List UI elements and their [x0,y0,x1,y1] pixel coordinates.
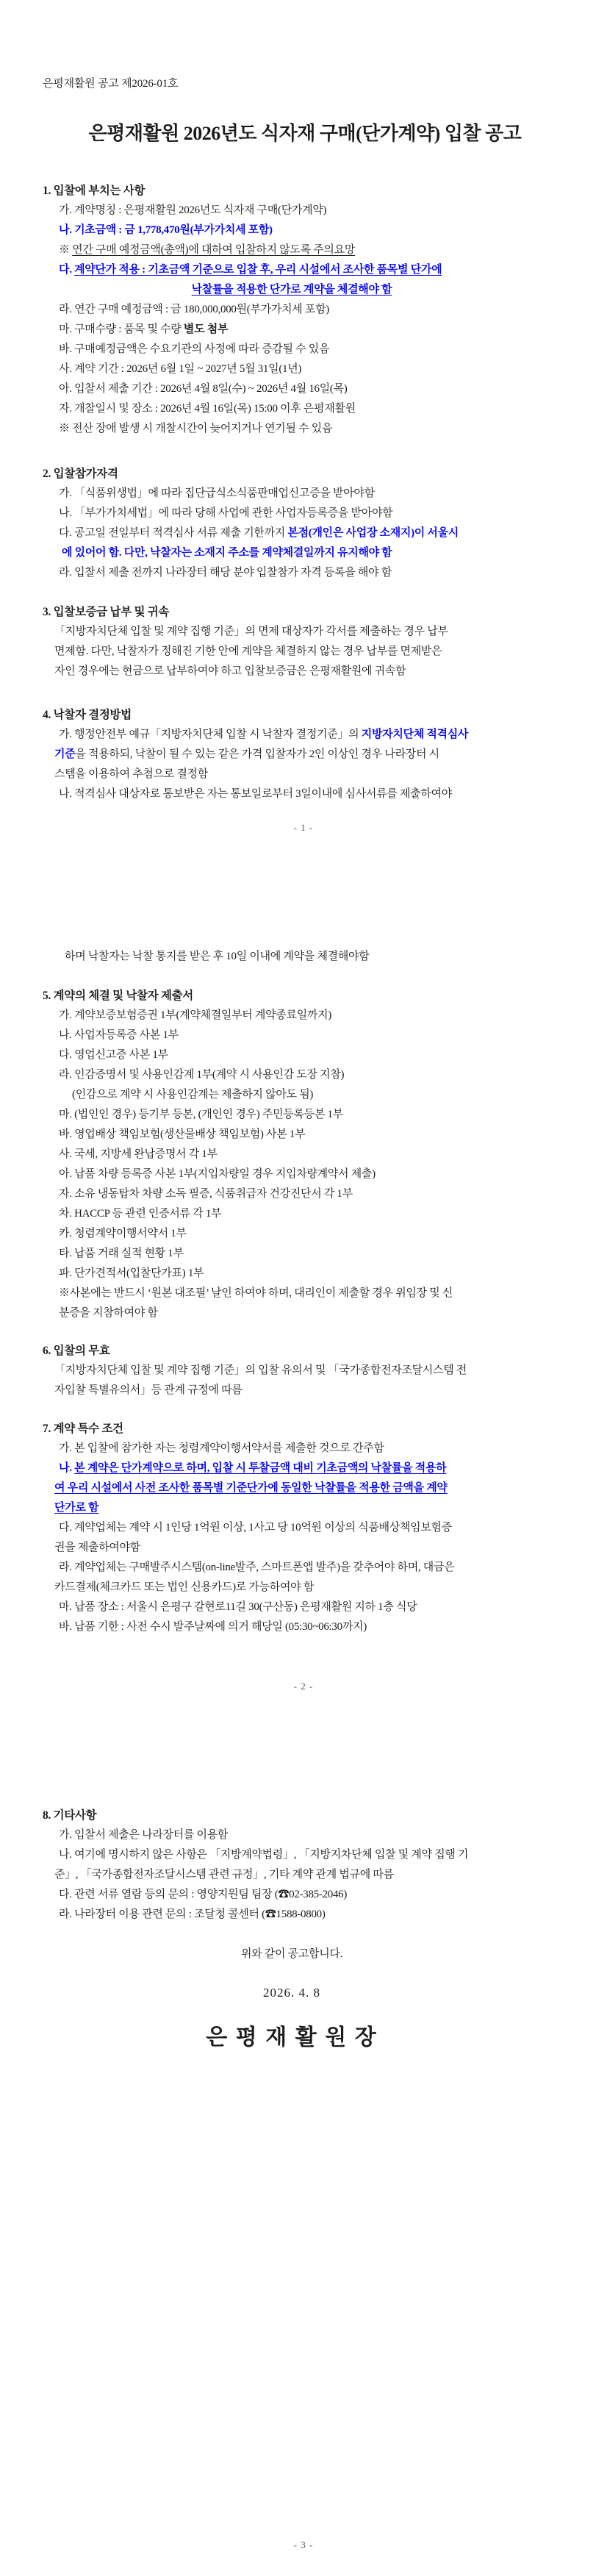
text-segment: 지방자치단체 적격심사 [361,729,469,740]
text-segment: 마. (법인인 경우) 등기부 등본, (개인인 경우) 주민등록등본 1부 [59,1109,343,1120]
doc-line [43,1164,567,1184]
doc-line [43,221,567,240]
doc-line [43,1204,567,1224]
text-segment: 아. 입찰서 제출 기간 : 2026년 4월 8일(수) ~ 2026년 4월 16일(목) [59,383,348,395]
text-segment: 아. 납품 차량 등록증 사본 1부(지입차량일 경우 지입차량계약서 제출) [59,1168,376,1180]
doc-line [43,1885,567,1905]
doc-line [43,725,567,745]
doc-line [43,399,567,419]
text-segment: 마. 구매수량 : 품목 및 수량 [59,323,184,335]
text-segment: 나. 적격심사 대상자로 통보받은 자는 통보일로부터 3일이내에 심사서류를 제출하여야 [59,788,452,800]
doc-line [43,300,567,320]
text-segment: 6. 입찰의 무효 [43,1345,110,1357]
announcement-date [43,1983,567,2003]
doc-line [43,1617,567,1637]
text-segment: 「지방자치단체 입찰 및 계약 집행 기준」의 입찰 유의서 및 「국가종합전자조달시스템 전 [54,1364,467,1376]
doc-line [43,1478,567,1498]
doc-line [43,745,567,765]
doc-line [43,201,567,221]
text-segment: ※ 전산 장애 발생 시 개찰시간이 늦어지거나 연기될 수 있음 [59,423,333,434]
signature-title [43,2023,567,2053]
text-segment: 별도 첨부 [183,323,229,335]
text-segment: 은평재활원 2026년도 식자재 구매(단가계약) 입찰 공고 [88,123,522,144]
text-segment: 가. 계약명칭 : 은평재활원 2026년도 식자재 구매(단가계약) [59,204,327,216]
doc-line [43,1598,567,1617]
text-segment: 다. [59,264,75,276]
text-segment: 파. 단가견적서(입찰단가표) 1부 [59,1267,204,1279]
text-segment: 라. 입찰서 제출 전까지 나라장터 해당 분야 입찰참가 자격 등록을 해야 함 [59,567,392,579]
text-segment: 가. 계약보증보험증권 1부(계약체결일부터 계약종료일까지) [59,1009,331,1021]
text-segment: 사. 국세, 지방세 완납증명서 각 1부 [59,1148,218,1160]
section-heading [43,1341,567,1361]
doc-line [43,662,567,681]
doc-line [43,1026,567,1045]
doc-line [43,543,567,563]
text-segment: 은평재활원 공고 제2026-01호 [43,78,179,90]
text-segment: 은 평 재 활 원 장 [206,2025,378,2050]
doc-line [43,260,567,280]
doc-line [43,1145,567,1164]
text-segment: 다. 계약업체는 계약 시 1인당 1억원 이상, 1사고 당 10억원 이상의 식품배상책임보험증 [59,1522,452,1534]
document-page [0,1717,607,2576]
doc-line [43,1518,567,1538]
text-segment: 타. 납품 거래 실적 현황 1부 [59,1248,184,1259]
text-segment: 자인 경우에는 현금으로 납부하여야 하고 입찰보증금은 은평재활원에 귀속함 [54,665,406,677]
text-segment: 바. 구매예정금액은 수요기관의 사정에 따라 증감될 수 있음 [59,343,330,355]
doc-line [43,419,567,439]
text-segment: 을 적용하되, 낙찰이 될 수 있는 같은 가격 입찰자가 2인 이상인 경우 나라장터 시 [75,748,439,760]
text-segment: 2026. 4. 8 [263,1986,320,2000]
doc-line [43,1825,567,1845]
doc-line [43,1125,567,1145]
doc-line [43,1224,567,1244]
doc-line [43,1578,567,1598]
text-segment: 마. 납품 장소 : 서울시 은평구 갈현로11길 30(구산동) 은평재활원 지하 1층 식당 [59,1601,417,1613]
text-segment: 가. 행정안전부 예규「지방자치단체 입찰 시 낙찰자 결정기준」의 [59,729,362,740]
text-segment: 「지방자치단체 입찰 및 계약 집행 기준」의 면제 대상자가 각서를 제출하는 경우 납부 [54,626,448,637]
text-segment: 4. 낙찰자 결정방법 [43,709,132,721]
text-segment: 2. 입찰참가자격 [43,468,118,480]
text-segment: 자입찰 특별유의서」등 관계 규정에 따름 [54,1384,243,1396]
doc-line [43,1905,567,1925]
section-heading [43,602,567,622]
text-segment: 여 우리 시설에서 사전 조사한 품목별 기준단가에 동일한 낙찰률을 적용한 금액을 계약 [54,1482,448,1494]
doc-line [43,340,567,359]
doc-line [43,240,567,260]
doc-line [43,622,567,642]
closing-statement [43,1944,567,1964]
doc-line [43,523,567,543]
text-segment: 낙찰률을 적용한 단가로 계약을 체결해야 함 [191,284,392,296]
text-segment: 라. 나라장터 이용 관련 문의 : 조달청 콜센터 (☎1588-0800) [59,1908,326,1920]
doc-line [43,379,567,399]
doc-line [43,1303,567,1323]
doc-line [43,1085,567,1105]
doc-line [43,1558,567,1578]
text-segment: 카. 청렴계약이행서약서 1부 [59,1228,187,1239]
doc-line [43,1244,567,1264]
page-number: - 1 - [293,822,314,833]
text-segment: 가. 「식품위생법」에 따라 집단급식소식품판매업신고증을 받아야함 [59,487,375,499]
text-segment: 나. 기초금액 : 금 1,778,470원(부가가치세 포함) [59,224,273,236]
doc-line [43,1381,567,1400]
text-segment: 위와 같이 공고합니다. [240,1948,343,1960]
page-number: - 3 - [293,2539,314,2550]
doc-line [43,1361,567,1381]
doc-line [43,1459,567,1478]
text-segment: 기준 [54,748,76,760]
text-segment: 나. [59,1462,75,1474]
text-segment: 분증을 지참하여야 함 [59,1307,158,1319]
text-segment: (인감으로 계약 시 사용인감계는 제출하지 않아도 됨) [72,1089,314,1101]
text-segment: 사. 계약 기간 : 2026년 6월 1일 ~ 2027년 5월 31일(1년) [59,363,302,375]
doc-line [43,1538,567,1558]
doc-line [43,784,567,804]
doc-line [43,504,567,523]
text-segment: 준」, 「국가종합전자조달시스템 관련 규정」, 기타 계약 관계 법규에 따름 [54,1869,394,1881]
text-segment: 8. 기타사항 [43,1809,97,1822]
page-number: - 2 - [293,1681,314,1692]
doc-line [43,947,567,967]
doc-line [43,1264,567,1284]
notice-number [43,76,567,91]
section-heading [43,181,567,201]
section-heading [43,1806,567,1825]
text-segment: 나. 사업자등록증 사본 1부 [59,1029,179,1041]
text-segment: 다. 관련 서류 열람 등의 문의 : 영양지원팀 팀장 (☎02-385-2046) [59,1889,348,1900]
doc-line [43,280,567,300]
doc-line [43,1498,567,1518]
text-segment: 나. 「부가가치세법」에 따라 당해 사업에 관한 사업자등록증을 받아야함 [59,507,393,519]
section-heading [43,705,567,725]
text-segment: 다. 공고일 전일부터 적격심사 서류 제출 기한까지 [59,527,288,539]
doc-line [43,642,567,662]
text-segment: 권을 제출하여야함 [54,1542,140,1553]
text-segment: 가. 본 입찰에 참가한 자는 청렴계약이행서약서를 제출한 것으로 간주함 [59,1442,384,1454]
document-page [0,859,607,1717]
document-page [0,0,607,859]
text-segment: 라. 연간 구매 예정금액 : 금 180,000,000원(부가가치세 포함) [59,304,329,315]
text-segment: 에 있어어 함. 다만, 낙찰자는 소재지 주소를 계약체결일까지 유지해야 함 [62,547,392,559]
text-segment: 가. 입찰서 제출은 나라장터를 이용함 [59,1829,229,1841]
text-segment: 카드결제(체크카드 또는 법인 신용카드)로 가능하여야 함 [54,1581,315,1593]
section-heading [43,464,567,484]
text-segment: 연간 구매 예정금액(총액)에 대하여 입찰하지 않도록 주의요망 [72,244,355,256]
doc-line [43,359,567,379]
text-segment: 나. 여기에 명시하지 않은 사항은 「지방계약법령」, 「지방지차단체 입찰 및 계약 집행 기 [59,1849,469,1861]
text-segment: 5. 계약의 체결 및 낙찰자 제출서 [43,990,193,1002]
text-segment: 자. 개찰일시 및 장소 : 2026년 4월 16일(목) 15:00 이후 은평재활원 [59,403,356,415]
doc-line [43,1439,567,1459]
doc-line [43,563,567,583]
text-segment: 3. 입찰보증금 납부 및 귀속 [43,606,170,618]
text-segment: ※ [59,244,73,256]
text-segment: 스템을 이용하여 추첨으로 결정함 [54,768,209,780]
doc-line [43,765,567,784]
doc-line [43,1845,567,1865]
text-segment: 바. 영업배상 책임보험(생산물배상 책임보험) 사본 1부 [59,1128,306,1140]
doc-line [43,1045,567,1065]
text-segment: 본점(개인은 사업장 소재지)이 서울시 [287,527,459,539]
text-segment: 라. 계약업체는 구매발주시스템(on-line발주, 스마트폰앱 발주)을 갖추어야 하며, 대금은 [59,1561,455,1573]
section-heading [43,1419,567,1439]
text-segment: 라. 인감증명서 및 사용인감계 1부(계약 시 사용인감 도장 지참) [59,1069,345,1081]
text-segment: 7. 계약 특수 조건 [43,1423,123,1435]
text-segment: 하며 낙찰자는 낙찰 통지를 받은 후 10일 이내에 계약을 체결해야함 [65,951,370,962]
doc-line [43,1006,567,1026]
text-segment: 자. 소유 냉동탑차 차량 소독 필증, 식품취급자 건강진단서 각 1부 [59,1188,353,1200]
doc-line [43,1105,567,1125]
doc-line [43,320,567,340]
text-segment: 차. HACCP 등 관련 인증서류 각 1부 [59,1208,222,1220]
section-heading [43,986,567,1006]
text-segment: ※사본에는 반드시 ‘원본 대조필’ 날인 하여야 하며, 대리인이 제출할 경우 위임장 및 신 [59,1287,453,1299]
text-segment: 바. 납품 기한 : 사전 수시 발주날짜에 의거 해당일 (05:30~06:30까지) [59,1621,367,1633]
page-title [43,121,567,147]
text-segment: 1. 입찰에 부치는 사항 [43,185,146,197]
doc-line [43,1065,567,1085]
doc-line [43,484,567,504]
text-segment: 계약단가 적용 : 기초금액 기준으로 입찰 후, 우리 시설에서 조사한 품목별 단가에 [74,264,442,276]
text-segment: 본 계약은 단가계약으로 하며, 입찰 시 투찰금액 대비 기초금액의 낙찰률을 적용하 [74,1462,447,1474]
doc-line [43,1184,567,1204]
doc-line [43,1284,567,1303]
doc-line [43,1865,567,1885]
text-segment: 면제함. 다만, 낙찰자가 정해진 기한 안에 계약을 체결하지 않는 경우 납부를 면제받은 [54,645,442,657]
text-segment: 단가로 함 [54,1502,99,1514]
text-segment: 다. 영업신고증 사본 1부 [59,1049,168,1061]
